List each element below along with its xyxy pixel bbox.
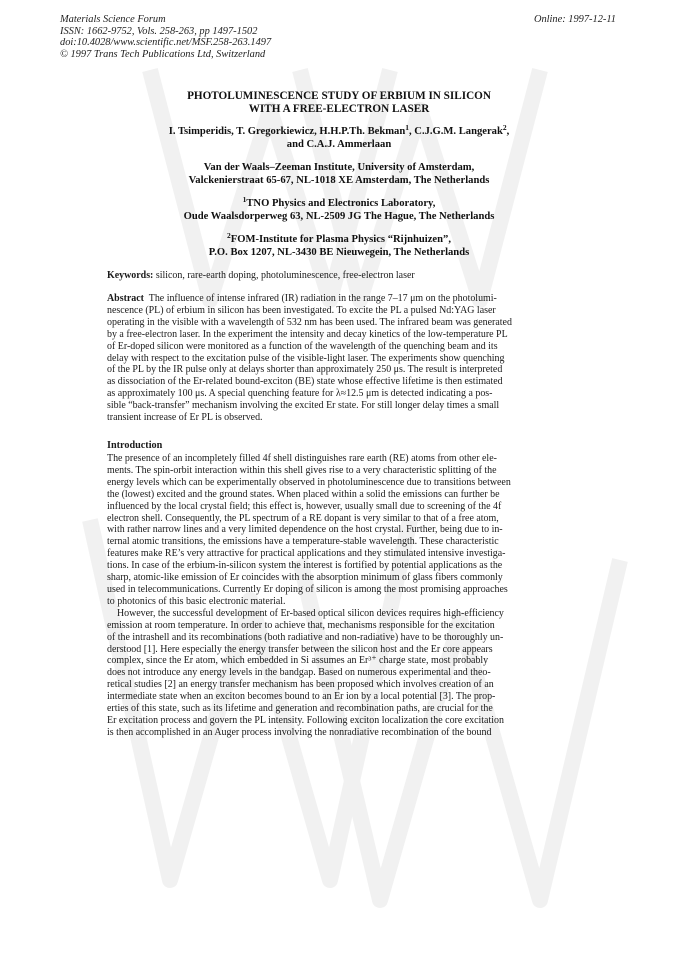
affiliation-mark: 1	[242, 195, 247, 204]
abstract-line: transient increase of Er PL is observed.	[107, 412, 263, 424]
intro-line: does not introduce any energy levels in the bandgap. Based on numerous experimental and theo-	[107, 667, 491, 679]
intro-line: emission at room temperature. In order to achieve that, mechanisms responsible for the excitation	[107, 619, 495, 631]
affiliation-tno	[62, 197, 616, 223]
title-line: PHOTOLUMINESCENCE STUDY OF ERBIUM IN SILICON	[187, 90, 491, 102]
author-line	[62, 125, 616, 138]
abstract-line: of the PL by the IR pulse only at delays shorter than approximately 250 μs. The result is interpreted	[107, 364, 503, 376]
affiliation-line: Van der Waals–Zeeman Institute, University of Amsterdam,	[203, 162, 475, 173]
intro-line: The presence of an incompletely filled 4f shell distinguishes rare earth (RE) atoms from other ele-	[107, 453, 497, 464]
affiliation-amsterdam	[62, 161, 616, 187]
authors-part: , C.J.G.M. Langerak	[409, 126, 503, 137]
affiliation-line	[62, 197, 616, 210]
affiliation-mark: 1	[405, 123, 409, 132]
intro-line: erties of this state, such as its lifetime and generation and recombination paths, are crucial for the	[107, 703, 493, 715]
affiliation-line: P.O. Box 1207, NL-3430 BE Nieuwegein, The Netherlands	[208, 247, 470, 258]
intro-line: energy levels which can be experimentally observed in photoluminescence due to transitions between	[107, 476, 511, 488]
affiliation-fom	[62, 233, 616, 259]
intro-line: to photonics of this basic electronic material.	[107, 595, 286, 607]
doi-link[interactable]: doi:10.4028/www.scientific.net/MSF.258-263.1497	[60, 37, 272, 49]
section-heading-introduction: Introduction	[107, 440, 163, 451]
abstract-line: of Er-doped silicon were monitored as a function of the wavelength of the quenching beam and its	[107, 340, 498, 352]
intro-line: electron shell. Consequently, the PL spectrum of a RE dopant is very similar to that of a free atom,	[107, 512, 499, 524]
abstract-line: delay with respect to the excitation pulse of the visible-light laser. The experiments show quenching	[107, 352, 505, 364]
intro-line: influenced by the local crystal field; this effect is, however, usually small due to screening of the 4f	[107, 500, 502, 512]
intro-line: retical studies [2] an energy transfer mechanism has been proposed which involves creation of an	[107, 679, 494, 691]
paper-title	[62, 90, 616, 116]
keywords-line	[107, 270, 572, 282]
keywords	[107, 270, 572, 282]
keywords-text: silicon, rare-earth doping, photoluminescence, free-electron laser	[155, 270, 415, 281]
abstract-line	[107, 293, 572, 305]
authors-part: I. Tsimperidis, T. Gregorkiewicz, H.H.P.Th. Bekman	[168, 126, 406, 137]
abstract-label: Abstract	[107, 293, 144, 304]
affiliation-text: TNO Physics and Electronics Laboratory,	[246, 198, 436, 209]
abstract-line: nescence (PL) of erbium in silicon has been investigated. To excite the PL a pulsed Nd:YAG laser	[107, 304, 496, 316]
intro-line: sharp, atomic-like emission of Er coincides with the absorption minimum of glass fibers commonly	[107, 572, 503, 584]
abstract	[107, 293, 572, 424]
affiliation-mark: 2	[502, 123, 507, 132]
abstract-line: as approximately 100 μs. A special quenching feature for λ≈12.5 μm is detected indicating a pos-	[107, 388, 493, 400]
intro-line: ternal atomic transitions, the emissions have a temperature-stable wavelength. These characteristic	[107, 536, 499, 548]
intro-line: features make RE’s very attractive for practical applications and they stimulated intensive investiga-	[107, 548, 506, 560]
abstract-line: by a free-electron laser. In the experiment the intensity and decay kinetics of the low-temperature PL	[107, 328, 508, 340]
intro-line: However, the successful development of Er-based optical silicon devices requires high-efficiency	[107, 607, 504, 619]
intro-line: Er excitation process and govern the PL intensity. Following exciton localization the core excitation	[107, 714, 504, 726]
intro-line: with rather narrow lines and a very limited dependence on the host crystal. Further, being due to in-	[107, 524, 503, 536]
journal-name: Materials Science Forum	[60, 14, 166, 25]
introduction-body	[107, 453, 572, 739]
intro-line: used in telecommunications. Currently Er doping of silicon is among the most promising approaches	[107, 583, 508, 595]
intro-line: tions. In case of the erbium-in-silicon system the interest is fortified by potential applications as the	[107, 560, 503, 572]
intro-line: ments. The spin-orbit interaction within this shell gives rise to a very characteristic splitting of the	[107, 464, 497, 476]
abstract-line: as dissociation of the Er-related bound-exciton (BE) state whose effective lifetime is then estimated	[107, 376, 503, 388]
title-line: WITH A FREE-ELECTRON LASER	[248, 103, 430, 115]
author-line: and C.A.J. Ammerlaan	[286, 139, 392, 150]
intro-line: derstood [1]. Here especially the energy transfer between the silicon host and the Er core appears	[107, 643, 493, 655]
intro-line: complex, since the Er atom, which embedded in Si assumes an Er³⁺ charge state, most probably	[107, 655, 489, 667]
affiliation-mark: 2	[227, 231, 231, 240]
abstract-line: operating in the visible with a wavelength of 532 nm has been used. The infrared beam was generated	[107, 316, 512, 328]
abstract-line: sible “back-transfer” mechanism involving the excited Er state. For still longer delay times a small	[107, 400, 500, 412]
affiliation-line	[62, 233, 616, 246]
intro-line: is then accomplished in an Auger process involving the nonradiative recombination of the bound	[107, 726, 492, 738]
copyright-line: © 1997 Trans Tech Publications Ltd, Switzerland	[60, 48, 266, 60]
affiliation-text: FOM-Institute for Plasma Physics “Rijnhuizen”,	[230, 234, 451, 245]
authors-part: ,	[506, 126, 510, 137]
affiliation-line: Oude Waalsdorperweg 63, NL-2509 JG The Hague, The Netherlands	[183, 211, 495, 222]
abstract-text: The influence of intense infrared (IR) radiation in the range 7–17 μm on the photolumi-	[143, 293, 497, 304]
author-list	[62, 125, 616, 151]
intro-line: of the intrashell and its recombinations (both radiative and non-radiative) have to be thoroughly un-	[107, 631, 504, 643]
issn-line: ISSN: 1662-9752, Vols. 258-263, pp 1497-1502	[60, 25, 258, 37]
intro-line: intermediate state when an exciton becomes bound to an Er ion by a local potential [3]. The prop-	[107, 691, 496, 703]
journal-header	[60, 14, 271, 60]
affiliation-line: Valckenierstraat 65-67, NL-1018 XE Amsterdam, The Netherlands	[188, 175, 490, 186]
keywords-label: Keywords:	[107, 270, 154, 281]
intro-line: the (lowest) excited and the ground states. When placed within a solid the emissions can further be	[107, 488, 500, 500]
online-date: Online: 1997-12-11	[533, 14, 616, 25]
